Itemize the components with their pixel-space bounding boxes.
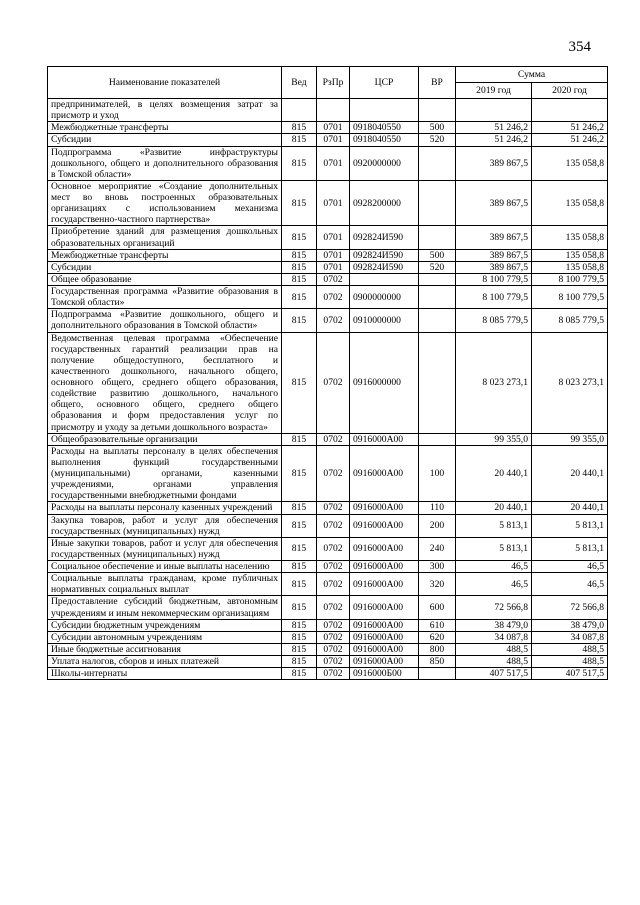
row-csr (350, 273, 419, 285)
table-row (48, 643, 608, 655)
row-rzpr: 0701 (317, 226, 350, 249)
row-vr: 110 (419, 502, 456, 514)
table-row (48, 445, 608, 502)
row-csr: 0916000А00 (350, 596, 419, 619)
row-csr: 0916000А00 (350, 433, 419, 445)
row-vr: 200 (419, 514, 456, 537)
row-name: Подпрограмма «Развитие инфраструктуры дошкольного, общего и дополнительного образования в Томской области» (48, 146, 282, 180)
row-sum-2020: 5 813,1 (532, 537, 608, 560)
table-row (48, 502, 608, 514)
row-sum-2019: 99 355,0 (456, 433, 532, 445)
row-name: Ведомственная целевая программа «Обеспечение государственных гарантий реализации прав на получение общедоступного, бесплатного и качественного дошкольного, начального общего, основного общего, среднего общего образования, содействие развитию дошкольного, начального общего, основного общего, среднего общего образования и форм предоставления услуг по присмотру и уходу за детьми дошкольного возраста» (48, 332, 282, 433)
row-sum-2019: 389 867,5 (456, 180, 532, 226)
row-rzpr: 0702 (317, 332, 350, 433)
header-ved: Вед (282, 67, 317, 99)
row-vr: 300 (419, 561, 456, 573)
row-vr: 800 (419, 643, 456, 655)
row-sum-2020: 46,5 (532, 573, 608, 596)
row-name: Подпрограмма «Развитие дошкольного, общего и дополнительного образования в Томской области» (48, 309, 282, 332)
row-csr: 0900000000 (350, 286, 419, 309)
table-row (48, 561, 608, 573)
row-name: Межбюджетные трансферты (48, 122, 282, 134)
row-rzpr: 0702 (317, 309, 350, 332)
row-vr (419, 146, 456, 180)
table-row (48, 146, 608, 180)
row-csr: 0916000А00 (350, 514, 419, 537)
row-sum-2019: 8 085 779,5 (456, 309, 532, 332)
row-sum-2019: 46,5 (456, 573, 532, 596)
row-sum-2020: 8 100 779,5 (532, 273, 608, 285)
table-row (48, 656, 608, 668)
table-body (48, 99, 608, 680)
row-vr (419, 332, 456, 433)
table-row (48, 537, 608, 560)
row-rzpr: 0702 (317, 433, 350, 445)
row-rzpr: 0701 (317, 249, 350, 261)
row-sum-2020: 488,5 (532, 643, 608, 655)
row-sum-2020: 8 085 779,5 (532, 309, 608, 332)
row-rzpr: 0702 (317, 273, 350, 285)
row-rzpr: 0701 (317, 122, 350, 134)
row-name: Основное мероприятие «Создание дополнительных мест во вновь построенных образовательных организациях с использованием механизма государственно-частного партнерства» (48, 180, 282, 226)
row-vr: 850 (419, 656, 456, 668)
row-ved: 815 (282, 656, 317, 668)
row-ved: 815 (282, 134, 317, 146)
header-csr: ЦСР (350, 67, 419, 99)
row-name: Иные бюджетные ассигнования (48, 643, 282, 655)
row-csr: 0918040550 (350, 134, 419, 146)
row-csr: 0916000А00 (350, 656, 419, 668)
row-rzpr: 0702 (317, 619, 350, 631)
row-name: Иные закупки товаров, работ и услуг для обеспечения государственных (муниципальных) нужд (48, 537, 282, 560)
row-vr (419, 309, 456, 332)
row-vr: 520 (419, 261, 456, 273)
row-ved: 815 (282, 643, 317, 655)
row-csr: 0916000А00 (350, 643, 419, 655)
row-rzpr: 0702 (317, 537, 350, 560)
row-vr: 100 (419, 445, 456, 502)
row-name: Государственная программа «Развитие образования в Томской области» (48, 286, 282, 309)
row-name: Общеобразовательные организации (48, 433, 282, 445)
row-rzpr: 0702 (317, 286, 350, 309)
row-sum-2020: 135 058,8 (532, 180, 608, 226)
row-ved: 815 (282, 514, 317, 537)
row-csr (350, 99, 419, 122)
row-csr: 0920000000 (350, 146, 419, 180)
row-csr: 0916000А00 (350, 573, 419, 596)
row-csr: 0928200000 (350, 180, 419, 226)
table-row (48, 134, 608, 146)
table-row (48, 631, 608, 643)
row-csr: 0916000А00 (350, 537, 419, 560)
row-rzpr: 0702 (317, 643, 350, 655)
header-rzpr: РзПр (317, 67, 350, 99)
row-rzpr: 0702 (317, 631, 350, 643)
row-csr: 0916000А00 (350, 619, 419, 631)
row-ved: 815 (282, 226, 317, 249)
row-sum-2020: 38 479,0 (532, 619, 608, 631)
row-csr: 092824И590 (350, 249, 419, 261)
row-vr: 610 (419, 619, 456, 631)
table-row (48, 433, 608, 445)
row-vr: 500 (419, 122, 456, 134)
row-ved: 815 (282, 537, 317, 560)
row-csr: 0918040550 (350, 122, 419, 134)
table-row (48, 309, 608, 332)
row-ved: 815 (282, 286, 317, 309)
header-year-2019: 2019 год (456, 83, 532, 99)
row-sum-2019: 51 246,2 (456, 122, 532, 134)
row-rzpr: 0702 (317, 502, 350, 514)
row-sum-2019: 20 440,1 (456, 502, 532, 514)
row-rzpr (317, 99, 350, 122)
row-vr (419, 286, 456, 309)
row-ved: 815 (282, 445, 317, 502)
table-row (48, 273, 608, 285)
row-sum-2019: 38 479,0 (456, 619, 532, 631)
table-row (48, 249, 608, 261)
row-vr: 620 (419, 631, 456, 643)
row-name: Социальные выплаты гражданам, кроме публичных нормативных социальных выплат (48, 573, 282, 596)
row-name: Субсидии (48, 134, 282, 146)
row-ved: 815 (282, 631, 317, 643)
row-csr: 092824И590 (350, 226, 419, 249)
row-sum-2019: 488,5 (456, 656, 532, 668)
row-ved: 815 (282, 561, 317, 573)
row-sum-2020: 34 087,8 (532, 631, 608, 643)
row-sum-2020: 488,5 (532, 656, 608, 668)
row-csr: 0916000000 (350, 332, 419, 433)
row-name: Школы-интернаты (48, 668, 282, 680)
row-sum-2020: 135 058,8 (532, 249, 608, 261)
row-sum-2020: 5 813,1 (532, 514, 608, 537)
row-ved (282, 99, 317, 122)
row-ved: 815 (282, 146, 317, 180)
row-ved: 815 (282, 502, 317, 514)
row-name: Общее образование (48, 273, 282, 285)
table-row (48, 261, 608, 273)
row-sum-2020: 51 246,2 (532, 122, 608, 134)
row-sum-2019: 488,5 (456, 643, 532, 655)
row-sum-2019: 46,5 (456, 561, 532, 573)
row-name: Субсидии автономным учреждениям (48, 631, 282, 643)
table-row (48, 668, 608, 680)
row-vr: 320 (419, 573, 456, 596)
row-name: Уплата налогов, сборов и иных платежей (48, 656, 282, 668)
page-number: 354 (568, 39, 591, 55)
row-sum-2020: 20 440,1 (532, 445, 608, 502)
row-vr: 520 (419, 134, 456, 146)
row-sum-2019: 51 246,2 (456, 134, 532, 146)
row-vr: 600 (419, 596, 456, 619)
row-sum-2020 (532, 99, 608, 122)
table-row (48, 573, 608, 596)
header-vr: ВР (419, 67, 456, 99)
row-csr: 092824И590 (350, 261, 419, 273)
row-name: Субсидии бюджетным учреждениям (48, 619, 282, 631)
row-sum-2019: 5 813,1 (456, 537, 532, 560)
row-vr: 240 (419, 537, 456, 560)
row-rzpr: 0702 (317, 445, 350, 502)
table-row (48, 286, 608, 309)
row-rzpr: 0702 (317, 596, 350, 619)
row-sum-2020: 135 058,8 (532, 226, 608, 249)
row-csr: 0916000А00 (350, 502, 419, 514)
row-name: Расходы на выплаты персоналу казенных учреждений (48, 502, 282, 514)
row-name: Расходы на выплаты персоналу в целях обеспечения выполнения функций государственными (муниципальными) органами, казенными учреждениями, органами управления государственными внебюджетными фондами (48, 445, 282, 502)
row-ved: 815 (282, 261, 317, 273)
row-csr: 0910000000 (350, 309, 419, 332)
row-sum-2020: 20 440,1 (532, 502, 608, 514)
row-name: предпринимателей, в целях возмещения затрат за присмотр и уход (48, 99, 282, 122)
row-sum-2019: 20 440,1 (456, 445, 532, 502)
row-sum-2019: 8 023 273,1 (456, 332, 532, 433)
row-ved: 815 (282, 619, 317, 631)
row-sum-2020: 135 058,8 (532, 261, 608, 273)
row-sum-2019: 72 566,8 (456, 596, 532, 619)
header-name: Наименование показателей (48, 67, 282, 99)
budget-table (47, 66, 608, 680)
row-rzpr: 0702 (317, 656, 350, 668)
table-row (48, 122, 608, 134)
row-rzpr: 0701 (317, 134, 350, 146)
row-sum-2020: 8 023 273,1 (532, 332, 608, 433)
row-vr (419, 668, 456, 680)
row-ved: 815 (282, 122, 317, 134)
row-sum-2019: 8 100 779,5 (456, 273, 532, 285)
row-sum-2020: 407 517,5 (532, 668, 608, 680)
table-row (48, 332, 608, 433)
row-sum-2019: 389 867,5 (456, 249, 532, 261)
row-vr (419, 273, 456, 285)
row-sum-2019: 407 517,5 (456, 668, 532, 680)
row-ved: 815 (282, 332, 317, 433)
row-sum-2019: 389 867,5 (456, 261, 532, 273)
row-rzpr: 0701 (317, 261, 350, 273)
row-rzpr: 0701 (317, 180, 350, 226)
row-vr (419, 180, 456, 226)
table-header (48, 67, 608, 99)
row-name: Закупка товаров, работ и услуг для обеспечения государственных (муниципальных) нужд (48, 514, 282, 537)
row-csr: 0916000А00 (350, 445, 419, 502)
row-sum-2019: 5 813,1 (456, 514, 532, 537)
row-sum-2019: 389 867,5 (456, 226, 532, 249)
row-sum-2020: 51 246,2 (532, 134, 608, 146)
row-name: Предоставление субсидий бюджетным, автономным учреждениям и иным некоммерческим организациям (48, 596, 282, 619)
row-sum-2019: 8 100 779,5 (456, 286, 532, 309)
row-ved: 815 (282, 573, 317, 596)
row-ved: 815 (282, 249, 317, 261)
header-sum: Сумма (456, 67, 608, 83)
table-row (48, 619, 608, 631)
row-name: Межбюджетные трансферты (48, 249, 282, 261)
row-rzpr: 0702 (317, 668, 350, 680)
row-sum-2020: 72 566,8 (532, 596, 608, 619)
row-sum-2019: 389 867,5 (456, 146, 532, 180)
row-name: Социальное обеспечение и иные выплаты населению (48, 561, 282, 573)
row-vr (419, 433, 456, 445)
row-sum-2020: 46,5 (532, 561, 608, 573)
table-row (48, 226, 608, 249)
row-name: Приобретение зданий для размещения дошкольных образовательных организаций (48, 226, 282, 249)
row-sum-2019 (456, 99, 532, 122)
row-vr (419, 226, 456, 249)
row-ved: 815 (282, 433, 317, 445)
table-row (48, 180, 608, 226)
table-row (48, 596, 608, 619)
row-sum-2020: 99 355,0 (532, 433, 608, 445)
row-csr: 0916000Б00 (350, 668, 419, 680)
row-ved: 815 (282, 596, 317, 619)
row-sum-2020: 135 058,8 (532, 146, 608, 180)
row-ved: 815 (282, 180, 317, 226)
table-row (48, 99, 608, 122)
header-year-2020: 2020 год (532, 83, 608, 99)
row-csr: 0916000А00 (350, 561, 419, 573)
row-vr: 500 (419, 249, 456, 261)
row-rzpr: 0702 (317, 514, 350, 537)
row-rzpr: 0702 (317, 561, 350, 573)
table-row (48, 514, 608, 537)
row-sum-2019: 34 087,8 (456, 631, 532, 643)
row-ved: 815 (282, 668, 317, 680)
row-rzpr: 0702 (317, 573, 350, 596)
row-ved: 815 (282, 273, 317, 285)
row-vr (419, 99, 456, 122)
row-csr: 0916000А00 (350, 631, 419, 643)
row-ved: 815 (282, 309, 317, 332)
row-rzpr: 0701 (317, 146, 350, 180)
row-name: Субсидии (48, 261, 282, 273)
row-sum-2020: 8 100 779,5 (532, 286, 608, 309)
